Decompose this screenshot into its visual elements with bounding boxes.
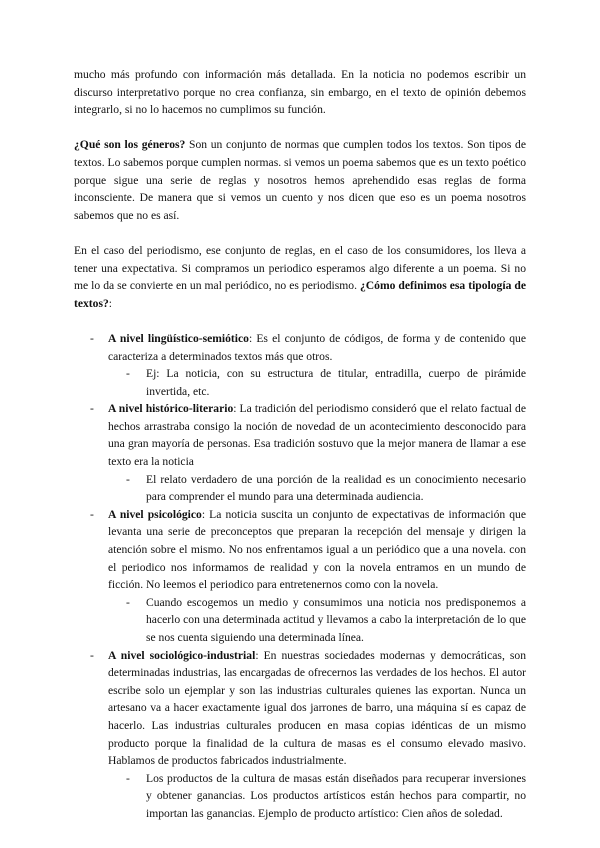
sub-item — [108, 770, 526, 823]
sub-list — [108, 770, 526, 823]
level-title: A nivel sociológico-industrial — [108, 648, 256, 662]
level-historical-paragraph — [108, 400, 526, 470]
sub-item — [108, 365, 526, 400]
genres-paragraph — [74, 136, 526, 224]
sub-list — [108, 365, 526, 400]
sub-item-text: - Ej: La noticia, con su estructura de titular, entradilla, cuerpo de pirámide invertida, etc. — [146, 367, 526, 398]
journalism-paragraph — [74, 242, 526, 312]
level-item-historical — [74, 400, 526, 506]
level-item-psychological — [74, 506, 526, 647]
level-title: A nivel histórico-literario — [108, 402, 234, 416]
level-text: : Es el conjunto de códigos, de forma y de contenido que caracteriza a determinados textos más que otros. — [108, 331, 526, 363]
level-psychological-paragraph — [108, 506, 526, 594]
journalism-colon: : — [108, 296, 113, 310]
genres-text: Son un conjunto de normas que cumplen todos los textos. Son tipos de textos. Lo sabemos porque cumplen normas. si vemos un poema sabemos que es un texto poético porque sigue una serie de reglas y nosotros hemos aprehendido esas reglas de forma inconsciente. De manera que si vemos un cuento y nos dicen que eso es un poema nosotros sabemos que no es así. — [74, 138, 527, 222]
sub-item — [108, 594, 526, 647]
level-text: : La tradición del periodismo consideró que el relato factual de hechos arrastraba consigo la noción de novedad de un acontecimiento desconocido para una gran mayoría de personas. Esa tradición sostuvo que la mejor manera de llamar a ese texto era la noticia — [108, 402, 526, 469]
typology-question: ¿Cómo definimos esa tipología de textos? — [74, 279, 526, 310]
sub-item-text: - Los productos de la cultura de masas están diseñados para recuperar inversiones y obtener ganancias. Los productos artísticos están hechos para compartir, no importan las ganancias. Ejemplo de producto artístico: Cien años de soledad. — [146, 771, 526, 820]
level-title: A nivel psicológico — [108, 507, 202, 521]
levels-list — [74, 330, 526, 823]
levels-list-wrapper — [74, 330, 526, 823]
level-item-linguistic — [74, 330, 526, 400]
sub-list — [108, 594, 526, 647]
genres-question: ¿Qué son los géneros? — [74, 138, 186, 152]
level-text: : En nuestras sociedades modernas y democráticas, son determinadas industrias, las encargadas de ofrecernos las verdades de los hechos. El autor escribe solo un ejemplar y son las industrias culturales quienes las exportan. Nunca un artesano va a hacer exactamente igual dos jarrones de barro, una máquina sí es capaz de hacerlo. Las industrias culturales producen en masa copias idénticas de un mismo producto porque la finalidad de la cultura de masas es el consumo elevado masivo. Hablamos de productos fabricados industrialmente. — [108, 648, 526, 768]
level-item-sociological — [74, 647, 526, 823]
level-sociological-paragraph — [108, 647, 526, 770]
sub-item-text: - El relato verdadero de una porción de la realidad es un conocimiento necesario para comprender el mundo para una determinada audiencia. — [146, 472, 526, 504]
level-title: A nivel lingüístico-semiótico — [108, 331, 249, 345]
level-linguistic-paragraph — [108, 330, 526, 365]
sub-list — [108, 471, 526, 506]
level-text: : La noticia suscita un conjunto de expectativas de información que levanta una serie de preconceptos que preparan la recepción del mensaje y dirigen la atención sobre el mismo. No nos enfrentamos igual a un periódico que a una novela. con el periodico nos informamos de realidad y con la novela entramos en un mundo de ficción. No leemos el periodico para entretenernos como con la novela. — [108, 507, 526, 592]
journalism-text: En el caso del periodismo, ese conjunto de reglas, en el caso de los consumidores, los lleva a tener una expectativa. Si compramos un periodico esperamos algo diferente a un poema. Si no me lo da se convierte en un mal periódico, no es periodismo. — [74, 243, 526, 293]
sub-item — [108, 471, 526, 506]
sub-item-text: - Cuando escogemos un medio y consumimos una noticia nos predisponemos a hacerlo con una determinada actitud y llevamos a cabo la interpretación de lo que se nos cuenta siguiendo una determinada línea. — [146, 595, 526, 644]
intro-paragraph: mucho más profundo con información más detallada. En la noticia no podemos escribir un discurso interpretativo porque no crea confianza, sin embargo, en el texto de opinión debemos integrarlo, si no lo hacemos no cumplimos su función. — [74, 68, 526, 117]
